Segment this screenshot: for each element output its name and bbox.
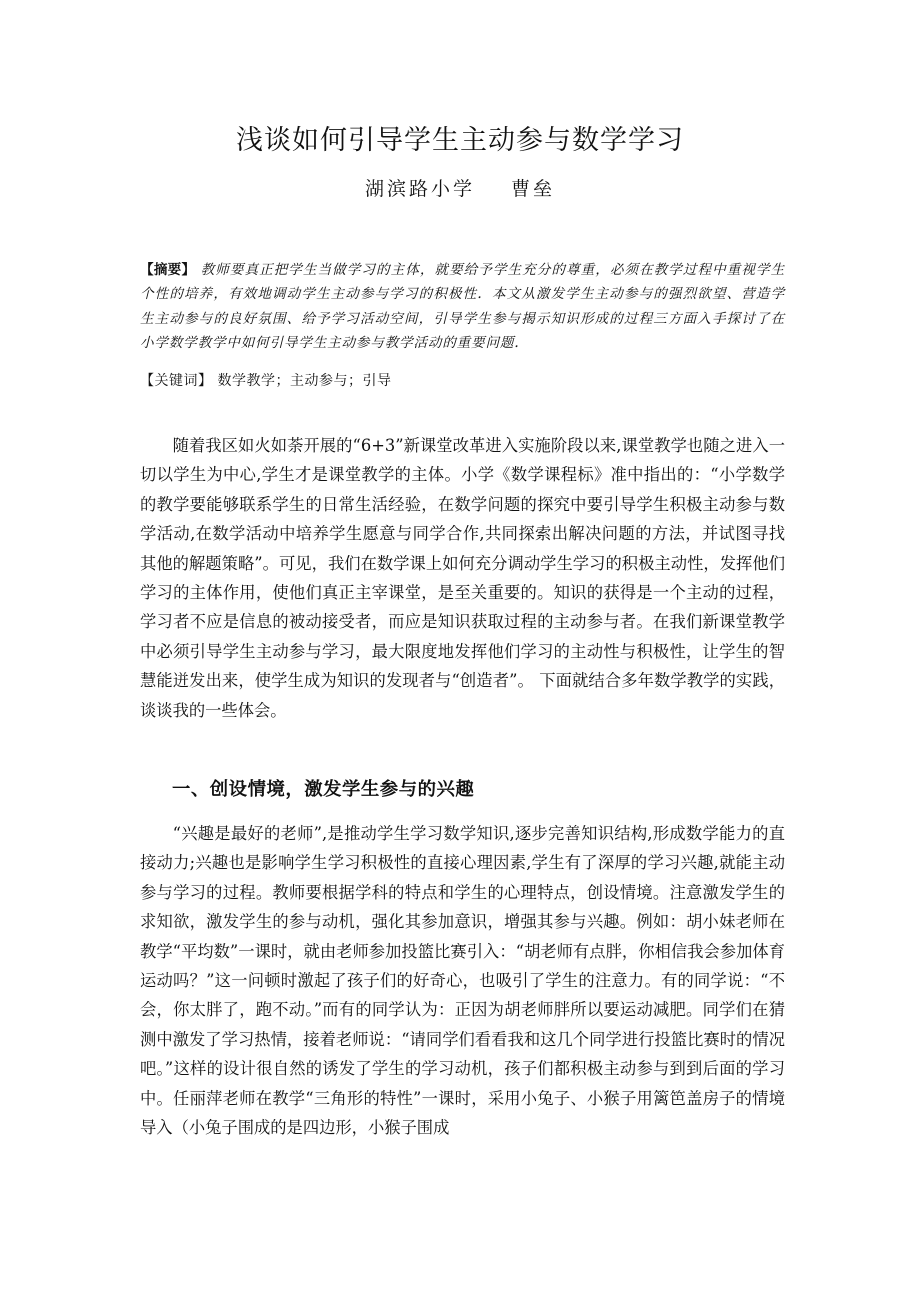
abstract-label: 【摘要】 — [140, 262, 196, 278]
school-name: 湖滨路小学 — [364, 178, 475, 200]
intro-paragraph: 随着我区如火如荼开展的“6+3”新课堂改革进入实施阶段以来,课堂教学也随之进入一切以学生为中心,学生才是课堂教学的主体。小学《数学课程标》准中指出的：“小学数学的教学要能够联系学生的日常生活经验，在数学问题的探究中要引导学生积极主动参与数学活动,在数学活动中培养学生愿意与同学合作,共同探索出解决问题的方法，并试图寻找其他的解题策略”。可见，我们在数学课上如何充分调动学生学习的积极主动性，发挥他们学习的主体作用，使他们真正主宰课堂，是至关重要的。知识的获得是一个主动的过程，学习者不应是信息的被动接受者，而应是知识获取过程的主动参与者。在我们新课堂教学中必须引导学生主动参与学习，最大限度地发挥他们学习的主动性与积极性，让学生的智慧能迸发出来，使学生成为知识的发现者与“创造者”。 下面就结合多年数学教学的实践，谈谈我的一些体会。 — [140, 436, 785, 720]
section-paragraph: “兴趣是最好的老师”,是推动学生学习数学知识,逐步完善知识结构,形成数学能力的直接动力;兴趣也是影响学生学习积极性的直接心理因素,学生有了深厚的学习兴趣,就能主动参与学习的过程。教师要根据学科的特点和学生的心理特点，创设情境。注意激发学生的求知欲，激发学生的参与动机，强化其参加意识，增强其参与兴趣。例如：胡小妹老师在教学“平均数”一课时，就由老师参加投篮比赛引入：“胡老师有点胖，你相信我会参加体育运动吗？”这一问顿时激起了孩子们的好奇心，也吸引了学生的注意力。有的同学说：“不会，你太胖了，跑不动。”而有的同学认为：正因为胡老师胖所以要运动减肥。同学们在猜测中激发了学习热情，接着老师说：“请同学们看看我和这几个同学进行投篮比赛时的情况吧。”这样的设计很自然的诱发了学生的学习动机，孩子们都积极主动参与到到后面的学习中。任丽萍老师在教学“三角形的特性”一课时，采用小兔子、小猴子用篱笆盖房子的情境导入（小兔子围成的是四边形，小猴子围成 — [140, 824, 785, 1138]
author-name: 曹垒 — [511, 178, 556, 200]
keywords-label: 【关键词】 — [140, 373, 213, 389]
section-heading: 一、创设情境，激发学生参与的兴趣 — [172, 779, 475, 800]
abstract-text: 教师要真正把学生当做学习的主体，就要给予学生充分的尊重，必须在教学过程中重视学生个性的培养，有效地调动学生主动参与学习的积极性．本文从激发学生主动参与的强烈欲望、营造学生主动参与的良好氛围、给予学习活动空间，引导学生参与揭示知识形成的过程三方面入手探讨了在小学数学教学中如何引导学生主动参与教学活动的重要问题． — [140, 262, 785, 352]
document-title: 浅谈如何引导学生主动参与数学学习 — [236, 125, 684, 156]
keywords — [140, 370, 785, 390]
byline — [0, 174, 920, 201]
abstract — [140, 258, 785, 356]
keywords-text: 数学教学；主动参与；引导 — [217, 373, 392, 389]
